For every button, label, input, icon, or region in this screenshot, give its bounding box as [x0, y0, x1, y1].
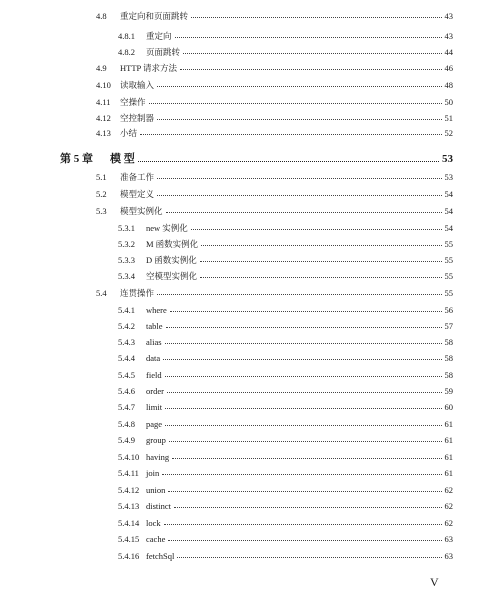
toc-entry-page: 58 — [444, 352, 453, 363]
toc-entry-title: table — [146, 320, 163, 331]
toc-entry-number: 5.4.9 — [118, 434, 135, 445]
toc-entry — [118, 463, 453, 477]
toc-entry-title: data — [146, 352, 161, 363]
toc-entry-page: 61 — [444, 418, 453, 429]
toc-entry-title: 页面跳转 — [146, 46, 181, 57]
dot-leader — [200, 277, 441, 278]
dot-leader — [157, 119, 441, 120]
toc-entry-number: 5.4.2 — [118, 320, 135, 331]
toc-entry — [96, 92, 453, 106]
dot-leader — [168, 540, 441, 541]
toc-entry-number: 4.8.2 — [118, 46, 135, 57]
dot-leader — [157, 86, 441, 87]
toc-entry-number: 5.4.4 — [118, 352, 135, 363]
toc-entry-title: 模 型 — [110, 153, 135, 165]
toc-entry-title: D 函数实例化 — [146, 254, 197, 265]
toc-entry-page: 44 — [444, 46, 453, 57]
toc-entry-number: 4.11 — [96, 96, 111, 107]
toc-entry-number: 5.4.1 — [118, 304, 135, 315]
dot-leader — [157, 195, 441, 196]
toc-entry-title: join — [146, 467, 160, 478]
dot-leader — [180, 69, 441, 70]
toc-entry-title: 重定向和页面跳转 — [120, 10, 189, 21]
toc-entry-page: 54 — [444, 188, 453, 199]
toc-entry — [118, 447, 453, 461]
toc-entry-number: 5.4.15 — [118, 533, 140, 544]
toc-entry-page: 52 — [444, 127, 453, 138]
toc-entry-title: having — [146, 451, 170, 462]
dot-leader — [177, 557, 441, 558]
toc-entry-page: 55 — [444, 238, 453, 249]
dot-leader — [201, 245, 441, 246]
dot-leader — [164, 524, 442, 525]
toc-chapter-entry — [60, 149, 453, 165]
toc-entry-page: 59 — [444, 385, 453, 396]
toc-entry-title: page — [146, 418, 163, 429]
toc-entry-number: 5.3.3 — [118, 254, 135, 265]
toc-entry-number: 5.4.10 — [118, 451, 140, 462]
dot-leader — [183, 53, 441, 54]
dot-leader — [138, 161, 439, 162]
toc-entry-page: 53 — [442, 153, 453, 165]
toc-entry-title: cache — [146, 533, 166, 544]
page-number: V — [430, 575, 439, 589]
toc-entry-number: 5.4.3 — [118, 336, 135, 347]
toc-entry — [118, 430, 453, 444]
toc-entry-title: M 函数实例化 — [146, 238, 199, 249]
toc-entry-title: 连贯操作 — [120, 287, 155, 298]
toc-entry-number: 5.4.7 — [118, 401, 135, 412]
dot-leader — [167, 392, 442, 393]
toc-entry-number: 4.13 — [96, 127, 111, 138]
toc-entry — [96, 6, 453, 20]
toc-entry-title: fetchSql — [146, 550, 175, 561]
toc-entry-page: 63 — [444, 533, 453, 544]
toc-entry — [118, 480, 453, 494]
toc-entry-page: 50 — [444, 96, 453, 107]
toc-entry-page: 60 — [444, 401, 453, 412]
toc-entry-number: 5.4.6 — [118, 385, 135, 396]
toc-entry-page: 61 — [444, 451, 453, 462]
toc-entry-page: 61 — [444, 467, 453, 478]
dot-leader — [166, 327, 442, 328]
toc-entry-page: 62 — [444, 500, 453, 511]
dot-leader — [157, 178, 441, 179]
dot-leader — [174, 507, 441, 508]
toc-entry — [118, 250, 453, 264]
toc-entry-number: 4.12 — [96, 112, 111, 123]
toc-entry — [118, 397, 453, 411]
toc-entry-number: 5.3 — [96, 205, 107, 216]
dot-leader — [165, 425, 441, 426]
toc-entry-title: group — [146, 434, 166, 445]
toc-entry-page: 46 — [444, 62, 453, 73]
toc-entry-number: 5.3.1 — [118, 222, 135, 233]
toc-entry-page: 58 — [444, 369, 453, 380]
dot-leader — [168, 491, 441, 492]
toc-entry-title: new 实例化 — [146, 222, 188, 233]
toc-entry-number: 5.1 — [96, 171, 107, 182]
toc-entry-page: 56 — [444, 304, 453, 315]
toc-entry — [118, 300, 453, 314]
toc-entry — [96, 123, 453, 137]
toc-entry — [118, 332, 453, 346]
toc-entry-title: 空模型实例化 — [146, 270, 198, 281]
toc-entry-number: 第 5 章 — [60, 153, 93, 165]
toc-entry-page: 61 — [444, 434, 453, 445]
dot-leader — [165, 408, 441, 409]
toc-entry-page: 54 — [444, 205, 453, 216]
toc-entry-number: 5.4.13 — [118, 500, 140, 511]
toc-entry — [96, 201, 453, 215]
toc-entry-number: 5.4.12 — [118, 484, 140, 495]
toc-entry — [118, 496, 453, 510]
toc-entry-number: 4.9 — [96, 62, 107, 73]
toc-entry-page: 43 — [444, 30, 453, 41]
toc-entry-page: 55 — [444, 270, 453, 281]
toc-entry-number: 5.4.8 — [118, 418, 135, 429]
toc-entry-page: 58 — [444, 336, 453, 347]
toc-entry-number: 4.8.1 — [118, 30, 135, 41]
toc-entry-page: 55 — [444, 254, 453, 265]
dot-leader — [172, 458, 441, 459]
toc-entry-page: 43 — [444, 10, 453, 21]
toc-entry-title: limit — [146, 401, 163, 412]
toc-entry — [118, 316, 453, 330]
toc-entry — [118, 266, 453, 280]
toc-entry — [118, 414, 453, 428]
toc-entry-number: 5.2 — [96, 188, 107, 199]
dot-leader — [170, 311, 442, 312]
toc-entry-title: 小结 — [120, 127, 138, 138]
toc-entry-page: 51 — [444, 112, 453, 123]
toc-entry-title: 准备工作 — [120, 171, 155, 182]
toc-entry-page: 55 — [444, 287, 453, 298]
dot-leader — [165, 376, 442, 377]
toc-entry-page: 62 — [444, 517, 453, 528]
toc-entry-number: 5.4.16 — [118, 550, 140, 561]
dot-leader — [149, 103, 442, 104]
dot-leader — [166, 212, 442, 213]
toc-entry-page: 48 — [444, 79, 453, 90]
toc-entry — [118, 218, 453, 232]
toc-entry — [96, 167, 453, 181]
toc-entry-title: 读取输入 — [120, 79, 155, 90]
toc-entry-page: 63 — [444, 550, 453, 561]
toc-entry — [96, 184, 453, 198]
dot-leader — [191, 229, 442, 230]
toc-entry — [96, 108, 453, 122]
toc-entry — [118, 381, 453, 395]
dot-leader — [175, 37, 442, 38]
toc-entry-page: 54 — [444, 222, 453, 233]
toc-entry — [118, 529, 453, 543]
toc-entry-title: 空控制器 — [120, 112, 155, 123]
toc-entry — [118, 26, 453, 40]
toc-entry-title: 模型实例化 — [120, 205, 163, 216]
toc-entry-page: 57 — [444, 320, 453, 331]
toc-entry-title: union — [146, 484, 166, 495]
toc-entry — [118, 348, 453, 362]
toc-entry-title: 空操作 — [120, 96, 146, 107]
toc-entry — [118, 365, 453, 379]
toc-entry-title: lock — [146, 517, 161, 528]
toc-entry-title: where — [146, 304, 167, 315]
toc-entry-number: 5.3.2 — [118, 238, 135, 249]
toc-entry — [118, 513, 453, 527]
dot-leader — [162, 474, 441, 475]
toc-entry-number: 5.4 — [96, 287, 107, 298]
toc-entry-number: 4.10 — [96, 79, 111, 90]
toc-entry — [118, 42, 453, 56]
dot-leader — [157, 294, 441, 295]
toc-entry-number: 4.8 — [96, 10, 107, 21]
toc-entry-title: 重定向 — [146, 30, 172, 41]
toc-entry-number: 5.3.4 — [118, 270, 135, 281]
dot-leader — [140, 134, 441, 135]
dot-leader — [165, 343, 442, 344]
toc-entry-page: 62 — [444, 484, 453, 495]
toc-entry — [118, 234, 453, 248]
toc-entry-number: 5.4.11 — [118, 467, 139, 478]
toc-entry-title: field — [146, 369, 162, 380]
toc-entry — [96, 75, 453, 89]
toc-entry-title: order — [146, 385, 164, 396]
toc-entry-page: 53 — [444, 171, 453, 182]
toc-entry-title: distinct — [146, 500, 172, 511]
dot-leader — [163, 359, 441, 360]
toc-entry-number: 5.4.5 — [118, 369, 135, 380]
toc-entry-title: HTTP 请求方法 — [120, 62, 178, 73]
toc-entry — [118, 546, 453, 560]
toc-entry-title: 模型定义 — [120, 188, 155, 199]
toc-entry-title: alias — [146, 336, 162, 347]
dot-leader — [200, 261, 442, 262]
dot-leader — [169, 441, 442, 442]
dot-leader — [191, 17, 441, 18]
toc-entry — [96, 58, 453, 72]
toc-entry — [96, 283, 453, 297]
toc-entry-number: 5.4.14 — [118, 517, 140, 528]
